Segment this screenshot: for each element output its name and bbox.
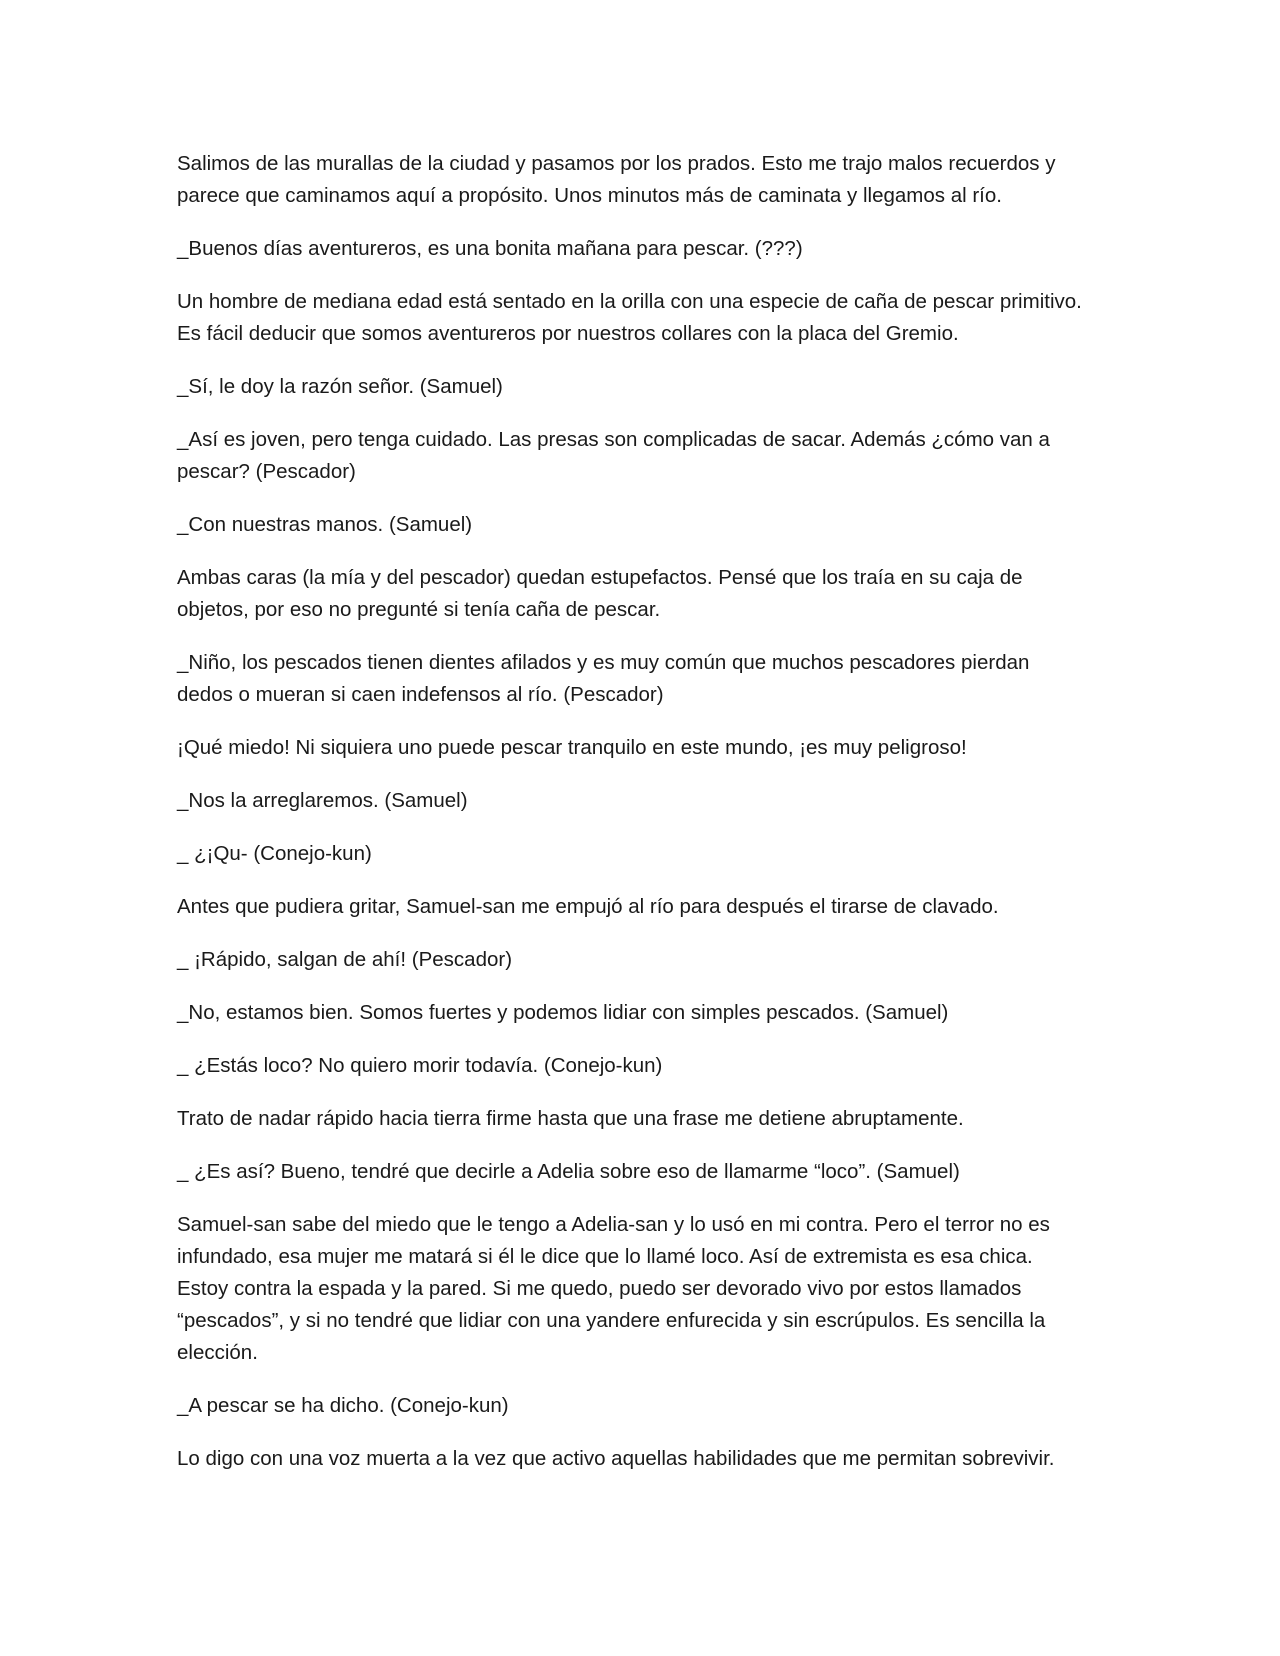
dialogue-line: _No, estamos bien. Somos fuertes y podemos lidiar con simples pescados. (Samuel) xyxy=(177,1001,949,1024)
paragraph: ¡Qué miedo! Ni siquiera uno puede pescar tranquilo en este mundo, ¡es muy peligroso! xyxy=(177,736,967,759)
dialogue-line: _Con nuestras manos. (Samuel) xyxy=(177,513,473,536)
paragraph: Antes que pudiera gritar, Samuel-san me empujó al río para después el tirarse de clavado. xyxy=(177,895,999,918)
paragraph: Un hombre de mediana edad está sentado en la orilla con una especie de caña de pescar primitivo. Es fácil deducir que somos aventureros por nuestros collares con la placa del Gremio. xyxy=(177,290,1082,345)
dialogue-line: _Buenos días aventureros, es una bonita mañana para pescar. (???) xyxy=(177,237,803,260)
dialogue-line: _ ¡Rápido, salgan de ahí! (Pescador) xyxy=(177,948,513,971)
dialogue-line: _Niño, los pescados tienen dientes afilados y es muy común que muchos pescadores pierdan dedos o mueran si caen indefensos al río. (Pescador) xyxy=(177,651,1030,706)
dialogue-line: _Sí, le doy la razón señor. (Samuel) xyxy=(177,375,503,398)
paragraph: Trato de nadar rápido hacia tierra firme hasta que una frase me detiene abruptamente. xyxy=(177,1107,964,1130)
document-body xyxy=(177,148,1087,1496)
paragraph: Salimos de las murallas de la ciudad y pasamos por los prados. Esto me trajo malos recuerdos y parece que caminamos aquí a propósito. Unos minutos más de caminata y llegamos al río. xyxy=(177,152,1056,207)
dialogue-line: _A pescar se ha dicho. (Conejo-kun) xyxy=(177,1394,509,1417)
paragraph: Samuel-san sabe del miedo que le tengo a Adelia-san y lo usó en mi contra. Pero el terror no es infundado, esa mujer me matará si él le dice que lo llamé loco. Así de extremista es esa chica. Estoy contra la espada y la pared. Si me quedo, puedo ser devorado vivo por estos llamados “pescados”, y si no tendré que lidiar con una yandere enfurecida y sin escrúpulos. Es sencilla la elección. xyxy=(177,1213,1050,1364)
paragraph: Lo digo con una voz muerta a la vez que activo aquellas habilidades que me permitan sobrevivir. xyxy=(177,1447,1055,1470)
dialogue-line: _ ¿Estás loco? No quiero morir todavía. (Conejo-kun) xyxy=(177,1054,663,1077)
paragraph: Ambas caras (la mía y del pescador) quedan estupefactos. Pensé que los traía en su caja de objetos, por eso no pregunté si tenía caña de pescar. xyxy=(177,566,1023,621)
dialogue-line: _ ¿Es así? Bueno, tendré que decirle a Adelia sobre eso de llamarme “loco”. (Samuel) xyxy=(177,1160,960,1183)
dialogue-line: _ ¿¡Qu- (Conejo-kun) xyxy=(177,842,372,865)
dialogue-line: _Así es joven, pero tenga cuidado. Las presas son complicadas de sacar. Además ¿cómo van a pescar? (Pescador) xyxy=(177,428,1050,483)
dialogue-line: _Nos la arreglaremos. (Samuel) xyxy=(177,789,468,812)
